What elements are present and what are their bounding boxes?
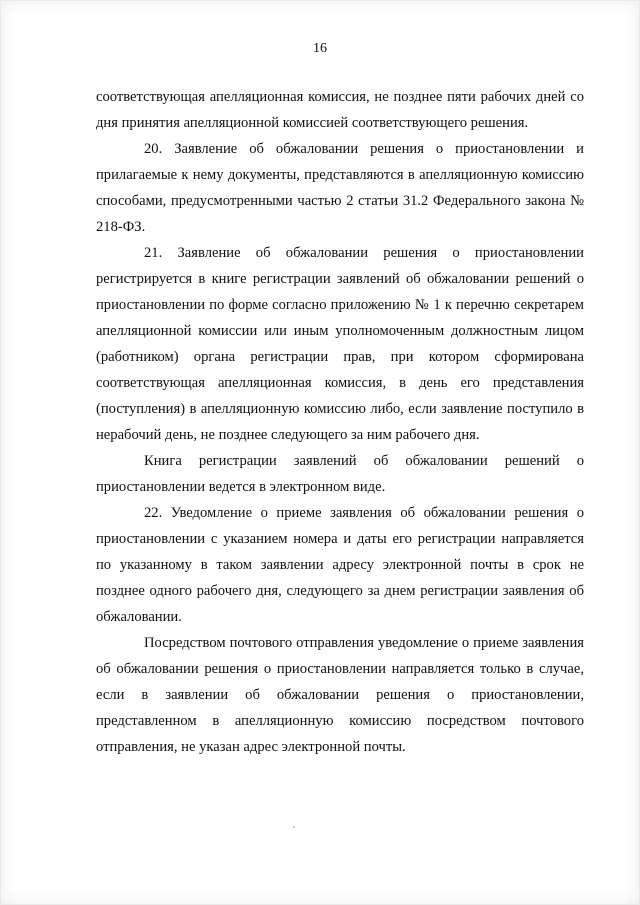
paragraph-22-postal-notice: Посредством почтового отправления уведомление о приеме заявления об обжаловании решения о приостановлении направляется только в случае, если в заявлении об обжаловании решения о приостановлении, представленном в апелляционную комиссию посредством почтового отправления, не указан адрес электронной почты. bbox=[96, 635, 584, 755]
paragraph-21: 21. Заявление об обжаловании решения о приостановлении регистрируется в книге регистрации заявлений об обжаловании решений о приостановлении по форме согласно приложению № 1 к перечню секретарем апелляционной комиссии или иным уполномоченным должностным лицом (работником) органа регистрации прав, при котором сформирована соответствующая апелляционная комиссия, в день его представления (поступления) в апелляционную комиссию либо, если заявление поступило в нерабочий день, не позднее следующего за ним рабочего дня. bbox=[96, 245, 584, 443]
document-body bbox=[96, 84, 584, 760]
page-number: 16 bbox=[313, 41, 327, 56]
paragraph-continuation: соответствующая апелляционная комиссия, не позднее пяти рабочих дней со дня принятия апелляционной комиссией соответствующего решения. bbox=[96, 89, 584, 131]
paragraph-20: 20. Заявление об обжаловании решения о приостановлении и прилагаемые к нему документы, представляются в апелляционную комиссию способами, предусмотренными частью 2 статьи 31.2 Федерального закона № 218-ФЗ. bbox=[96, 141, 584, 235]
paragraph-21-registry-book: Книга регистрации заявлений об обжаловании решений о приостановлении ведется в электронном виде. bbox=[96, 453, 584, 495]
scan-speck bbox=[293, 826, 295, 828]
paragraph-22: 22. Уведомление о приеме заявления об обжаловании решения о приостановлении с указанием номера и даты его регистрации направляется по указанному в таком заявлении адресу электронной почты в срок не позднее одного рабочего дня, следующего за днем регистрации заявления об обжаловании. bbox=[96, 505, 584, 625]
